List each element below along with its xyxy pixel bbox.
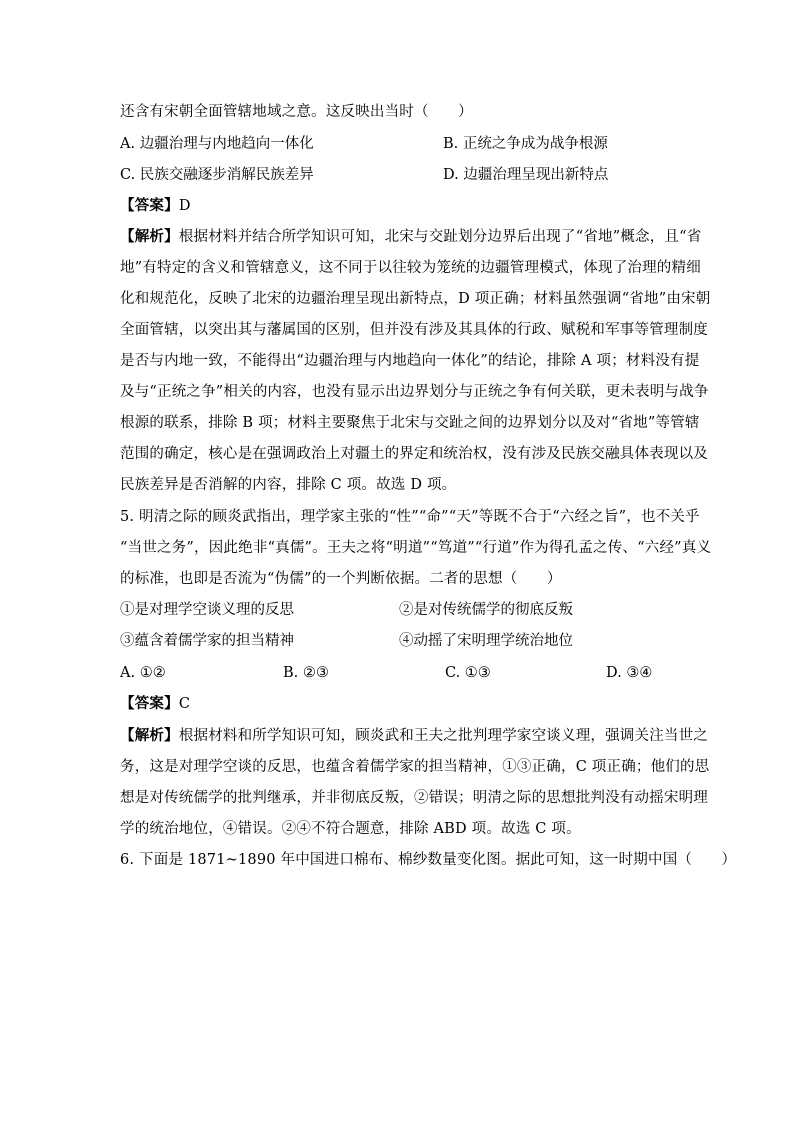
q4-option-c: C. 民族交融逐步消解民族差异 <box>120 167 314 183</box>
q5-option-c: C. ①③ <box>445 665 491 681</box>
q4-analysis-line-1: 【解析】根据材料并结合所学知识可知，北宋与交趾划分边界后出现了“省地”概念，且“省 <box>120 228 702 245</box>
q4-option-b: B. 正统之争成为战争根源 <box>443 136 608 152</box>
q4-analysis-line-6: 及与“正统之争”相关的内容，也没有显示出边界划分与正统之争有何关联，更未表明与战争 <box>120 384 709 400</box>
analysis-label: 【解析】 <box>120 727 179 744</box>
q4-analysis-line-5: 是否与内地一致，不能得出“边疆治理与内地趋向一体化”的结论，排除 A 项；材料没有提 <box>120 353 700 369</box>
answer-label: 【答案】 <box>120 695 179 712</box>
answer-value: C <box>178 696 191 712</box>
q4-analysis-line-9: 民族差异是否消解的内容，排除 C 项。故选 D 项。 <box>120 477 457 493</box>
q4-analysis-line-4: 全面管辖，以突出其与藩属国的区别，但并没有涉及其具体的行政、赋税和军事等管理制度 <box>120 322 708 338</box>
q5-statement-1: ①是对理学空谈义理的反思 <box>120 602 294 618</box>
q5-statement-4: ④动摇了宋明理学统治地位 <box>399 633 573 649</box>
q5-analysis-line-4: 学的统治地位，④错误。②④不符合题意，排除 ABD 项。故选 C 项。 <box>120 821 581 837</box>
q5-analysis-line-3: 想是对传统儒学的批判继承，并非彻底反叛，②错误；明清之际的思想批判没有动摇宋明理 <box>120 790 708 806</box>
answer-label: 【答案】 <box>120 197 179 214</box>
q4-option-d: D. 边疆治理呈现出新特点 <box>443 167 609 183</box>
q5-analysis-line-1: 【解析】根据材料和所学知识可知，顾炎武和王夫之批判理学家空谈义理，强调关注当世之 <box>120 727 709 744</box>
q6-stem: 6. 下面是 1871~1890 年中国进口棉布、棉纱数量变化图。据此可知，这一时期中国（ ） <box>120 852 737 868</box>
q4-answer <box>120 196 191 216</box>
analysis-label: 【解析】 <box>120 228 179 245</box>
q5-option-b: B. ②③ <box>283 665 329 681</box>
q5-analysis-line-2: 务，这是对理学空谈的反思，也蕴含着儒学家的担当精神，①③正确，C 项正确；他们的思 <box>120 759 710 775</box>
q5-answer <box>120 694 190 714</box>
q5-statement-2: ②是对传统儒学的彻底反叛 <box>399 602 573 618</box>
q5-stem-line-2: “当世之务”，因此绝非“真儒”。王夫之将“明道”“笃道”“行道”作为得孔孟之传、“六经”真义 <box>120 540 712 556</box>
q4-analysis-line-8: 范围的确定，核心是在强调政治上对疆土的界定和统治权，没有涉及民族交融具体表现以及 <box>120 446 708 462</box>
answer-value: D <box>178 198 191 214</box>
q5-option-d: D. ③④ <box>606 665 653 681</box>
q5-statement-3: ③蕴含着儒学家的担当精神 <box>120 633 294 649</box>
q4-option-a: A. 边疆治理与内地趋向一体化 <box>120 136 314 152</box>
q4-analysis-line-7: 根源的联系，排除 B 项；材料主要聚焦于北宋与交趾之间的边界划分以及对“省地”等管辖 <box>120 415 700 431</box>
q5-stem-line-1: 5. 明清之际的顾炎武指出，理学家主张的“性”“命”“天”等既不合于“六经之旨”，也不关乎 <box>120 509 700 525</box>
q5-option-a: A. ①② <box>120 665 166 681</box>
q5-stem-line-3: 的标准，也即是否流为“伪儒”的一个判断依据。二者的思想（ ） <box>120 571 562 587</box>
q4-analysis-line-2: 地”有特定的含义和管辖意义，这不同于以往较为笼统的边疆管理模式，体现了治理的精细 <box>120 260 701 276</box>
q4-analysis-line-3: 化和规范化，反映了北宋的边疆治理呈现出新特点，D 项正确；材料虽然强调“省地”由宋朝 <box>120 291 711 307</box>
q4-stem-tail: 还含有宋朝全面管辖地域之意。这反映出当时（ ） <box>120 104 473 120</box>
